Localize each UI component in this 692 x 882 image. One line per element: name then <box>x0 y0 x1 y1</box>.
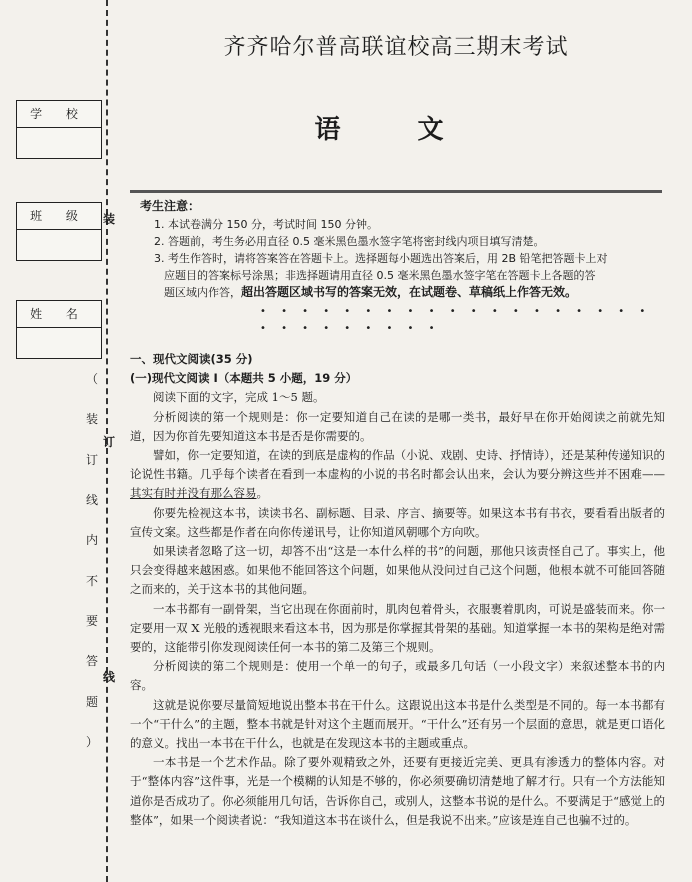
underlined-phrase: 其实有时并没有那么容易 <box>130 486 257 501</box>
class-label: 班 级 <box>17 203 101 230</box>
exam-header <box>120 22 672 146</box>
seal-char: 题 <box>85 694 98 709</box>
emphasis-dots: • • • • • • • • • • • • • • • • • • • • • • • • • • • • <box>260 306 652 334</box>
paragraph-5: 一本书都有一副骨架，当它出现在你面前时，肌肉包着骨头，衣服裹着肌肉，可说是盛装而来。你一定要用一双 X 光般的透视眼来看这本书，因为那是你掌握其骨架的基础。知道掌握一本书的架构是绝对需要的，这能带引你发现阅读任何一本书的第二及第三个规则。 <box>130 601 665 655</box>
section-heading: 一、现代文阅读(35 分) <box>130 352 253 366</box>
seal-char: ） <box>85 734 98 749</box>
notice-warning: 超出答题区域书写的答案无效，在试题卷、草稿纸上作答无效。 <box>241 285 578 299</box>
seal-zhuang: 装 <box>103 212 116 226</box>
seal-ding: 订 <box>103 435 116 449</box>
seal-char: 要 <box>85 613 98 628</box>
paragraph-7: 这就是说你要尽量简短地说出整本书在干什么。这跟说出这本书是什么类型是不同的。每一本书都有一个“干什么”的主题，整本书就是针对这个主题而展开。“干什么”还有另一个层面的意思，就是更口语化的意义。找出一本书在干什么，也就是在发现这本书的主题或重点。 <box>130 697 665 751</box>
notice-item-3b: 应题目的答案标号涂黑；非选择题请用直径 0.5 毫米黑色墨水签字笔在答题卡上各题的答 <box>164 269 596 282</box>
paragraph-1: 分析阅读的第一个规则是：你一定要知道自己在读的是哪一类书，最好早在你开始阅读之前就先知道，因为你首先要知道这本书是否是你需要的。 <box>130 409 665 443</box>
paragraph-8: 一本书是一个艺术作品。除了要外观精致之外，还要有更接近完美、更具有渗透力的整体内容。对于“整体内容”这件事，光是一个模糊的认知是不够的，你必须要确切清楚地了解才行。只有一个方法能知道你是否成功了。你必须能用几句话，告诉你自己，或别人，这整本书说的是什么。不要满足于“感觉上的整体”，如果一个阅读者说：“我知道这本书在谈什么，但是我说不出来。”应该是连自己也骗不过的。 <box>130 755 665 827</box>
class-field[interactable] <box>17 230 101 260</box>
notice-item-2: 2. 答题前，考生务必用直径 0.5 毫米黑色墨水签字笔将密封线内项目填写清楚。 <box>154 235 545 248</box>
notice-item-1: 1. 本试卷满分 150 分，考试时间 150 分钟。 <box>154 218 378 231</box>
seal-char: 线 <box>85 492 98 507</box>
class-box <box>16 202 102 261</box>
subsection-heading: (一)现代文阅读 I（本题共 5 小题，19 分） <box>130 371 358 386</box>
header-rule <box>130 190 662 193</box>
notice-item-3c-text: 题区域内作答， <box>164 286 241 299</box>
instruction: 阅读下面的文字，完成 1～5 题。 <box>153 390 325 405</box>
exam-notice <box>140 198 665 337</box>
notice-item-3c <box>164 284 665 301</box>
name-field[interactable] <box>17 328 101 358</box>
paragraph-2-text: 譬如，你一定要知道，在读的到底是虚构的作品（小说、戏剧、史诗、抒情诗），还是某种传递知识的论说性书籍。几乎每个读者在看到一本虚构的小说的书名时都会认出来，会认为要分辨这些并不困难—— <box>130 448 665 482</box>
notice-title: 考生注意： <box>140 199 201 213</box>
seal-char: 答 <box>85 654 98 669</box>
seal-char: 不 <box>85 573 98 588</box>
seal-char: （ <box>85 372 98 386</box>
name-box <box>16 300 102 359</box>
seal-char: 装 <box>85 412 98 427</box>
seal-char: 内 <box>85 533 98 548</box>
paragraph-2-end: 。 <box>256 486 268 501</box>
paragraph-6: 分析阅读的第二个规则是：使用一个单一的句子，或最多几句话（一小段文字）来叙述整本书的内容。 <box>130 659 665 693</box>
reading-section <box>130 350 665 830</box>
school-box <box>16 100 102 159</box>
notice-item-3a: 3. 考生作答时，请将答案答在答题卡上。选择题每小题选出答案后，用 2B 铅笔把答题卡上对 <box>154 252 608 265</box>
binding-margin <box>0 0 120 882</box>
school-field[interactable] <box>17 128 101 158</box>
seal-char: 订 <box>85 452 98 467</box>
subject-title: 语 文 <box>314 115 478 145</box>
paragraph-3: 你要先检视这本书，读读书名、副标题、目录、序言、摘要等。如果这本书有书衣，要看看出版者的宣传文案。这些都是作者在向你传递讯号，让你知道风朝哪个方向吹。 <box>130 505 665 539</box>
school-label: 学 校 <box>17 101 101 128</box>
exam-title: 齐齐哈尔普高联谊校高三期末考试 <box>223 35 569 60</box>
paragraph-2 <box>130 446 665 504</box>
seal-warning-vertical <box>82 370 102 750</box>
paragraph-4: 如果读者忽略了这一切，却答不出“这是一本什么样的书”的问题，那他只该责怪自己了。事实上，他只会变得越来越困惑。如果他不能回答这个问题，如果他从没问过自己这个问题，他根本就不可能回答随之而来的，关于这本书的其他问题。 <box>130 544 665 597</box>
seal-xian: 线 <box>103 670 116 684</box>
name-label: 姓 名 <box>17 301 101 328</box>
